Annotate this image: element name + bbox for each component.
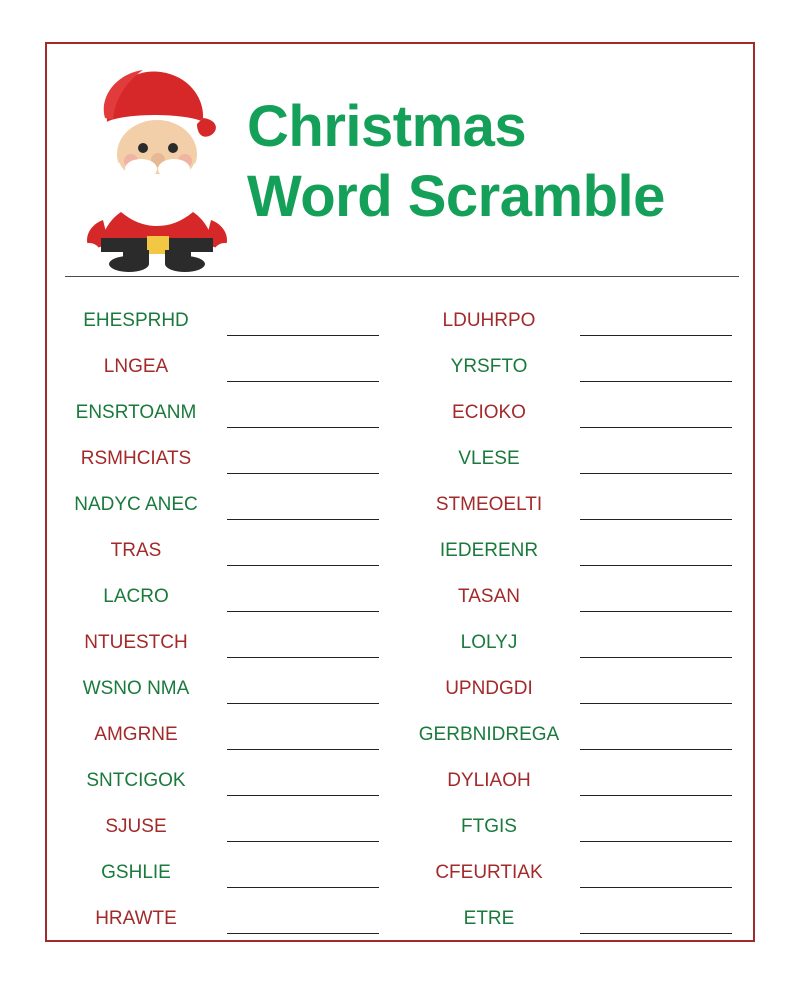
santa-claus-icon xyxy=(69,62,239,272)
answer-blank[interactable] xyxy=(227,811,379,842)
answer-blank[interactable] xyxy=(227,443,379,474)
scramble-word: HRAWTE xyxy=(95,908,177,929)
scramble-word: FTGIS xyxy=(461,816,517,837)
answer-blank[interactable] xyxy=(227,489,379,520)
list-item xyxy=(400,658,753,704)
list-item xyxy=(47,658,400,704)
scramble-word: TASAN xyxy=(458,586,520,607)
list-item xyxy=(47,336,400,382)
answer-blank[interactable] xyxy=(580,719,732,750)
answer-blank[interactable] xyxy=(227,581,379,612)
answer-blank[interactable] xyxy=(580,397,732,428)
scramble-word: IEDERENR xyxy=(439,540,539,561)
list-item xyxy=(47,612,400,658)
answer-blank[interactable] xyxy=(580,581,732,612)
scramble-word: DYLIAOH xyxy=(447,770,531,791)
list-item xyxy=(47,520,400,566)
worksheet-header xyxy=(47,44,753,272)
answer-blank[interactable] xyxy=(580,535,732,566)
left-column xyxy=(47,290,400,934)
list-item xyxy=(400,382,753,428)
list-item xyxy=(400,474,753,520)
list-item xyxy=(47,888,400,934)
scramble-columns xyxy=(47,290,753,934)
page-title xyxy=(247,92,747,232)
scramble-word: GERBNIDREGA xyxy=(418,724,560,745)
answer-blank[interactable] xyxy=(580,903,732,934)
list-item xyxy=(400,290,753,336)
title-line-2: Word Scramble xyxy=(247,164,665,229)
list-item xyxy=(400,842,753,888)
title-line-1: Christmas xyxy=(247,94,527,159)
scramble-word: ETRE xyxy=(463,908,515,929)
answer-blank[interactable] xyxy=(227,903,379,934)
list-item xyxy=(47,704,400,750)
list-item xyxy=(400,566,753,612)
list-item xyxy=(47,796,400,842)
scramble-word: AMGRNE xyxy=(94,724,178,745)
list-item xyxy=(47,474,400,520)
scramble-word: ECIOKO xyxy=(452,402,526,423)
list-item xyxy=(400,428,753,474)
right-column xyxy=(400,290,753,934)
answer-blank[interactable] xyxy=(227,857,379,888)
answer-blank[interactable] xyxy=(580,305,732,336)
scramble-word: GSHLIE xyxy=(101,862,171,883)
answer-blank[interactable] xyxy=(227,719,379,750)
list-item xyxy=(47,290,400,336)
answer-blank[interactable] xyxy=(580,489,732,520)
answer-blank[interactable] xyxy=(227,351,379,382)
answer-blank[interactable] xyxy=(227,535,379,566)
answer-blank[interactable] xyxy=(227,397,379,428)
list-item xyxy=(400,336,753,382)
scramble-word: LNGEA xyxy=(103,356,169,377)
scramble-word: NADYC ANEC xyxy=(74,494,198,515)
list-item xyxy=(400,704,753,750)
scramble-word: SNTCIGOK xyxy=(86,770,186,791)
answer-blank[interactable] xyxy=(580,627,732,658)
header-divider xyxy=(65,276,739,277)
scramble-word: ENSRTOANM xyxy=(75,402,197,423)
scramble-word: SJUSE xyxy=(105,816,167,837)
list-item xyxy=(400,796,753,842)
list-item xyxy=(47,842,400,888)
list-item xyxy=(400,612,753,658)
scramble-word: UPNDGDI xyxy=(445,678,533,699)
list-item xyxy=(400,888,753,934)
scramble-word: CFEURTIAK xyxy=(435,862,543,883)
answer-blank[interactable] xyxy=(580,673,732,704)
answer-blank[interactable] xyxy=(580,857,732,888)
scramble-word: LACRO xyxy=(103,586,169,607)
scramble-word: LOLYJ xyxy=(460,632,518,653)
list-item xyxy=(47,566,400,612)
answer-blank[interactable] xyxy=(227,765,379,796)
answer-blank[interactable] xyxy=(580,765,732,796)
answer-blank[interactable] xyxy=(580,443,732,474)
answer-blank[interactable] xyxy=(227,627,379,658)
answer-blank[interactable] xyxy=(580,351,732,382)
scramble-word: RSMHCIATS xyxy=(80,448,192,469)
answer-blank[interactable] xyxy=(227,305,379,336)
scramble-word: LDUHRPO xyxy=(442,310,536,331)
scramble-word: EHESPRHD xyxy=(83,310,189,331)
answer-blank[interactable] xyxy=(580,811,732,842)
list-item xyxy=(47,382,400,428)
scramble-word: NTUESTCH xyxy=(84,632,188,653)
scramble-word: STMEOELTI xyxy=(435,494,543,515)
scramble-word: TRAS xyxy=(110,540,162,561)
list-item xyxy=(47,750,400,796)
answer-blank[interactable] xyxy=(227,673,379,704)
list-item xyxy=(47,428,400,474)
list-item xyxy=(400,750,753,796)
list-item xyxy=(400,520,753,566)
scramble-word: WSNO NMA xyxy=(82,678,190,699)
scramble-word: VLESE xyxy=(458,448,520,469)
scramble-word: YRSFTO xyxy=(450,356,528,377)
worksheet-page xyxy=(45,42,755,942)
